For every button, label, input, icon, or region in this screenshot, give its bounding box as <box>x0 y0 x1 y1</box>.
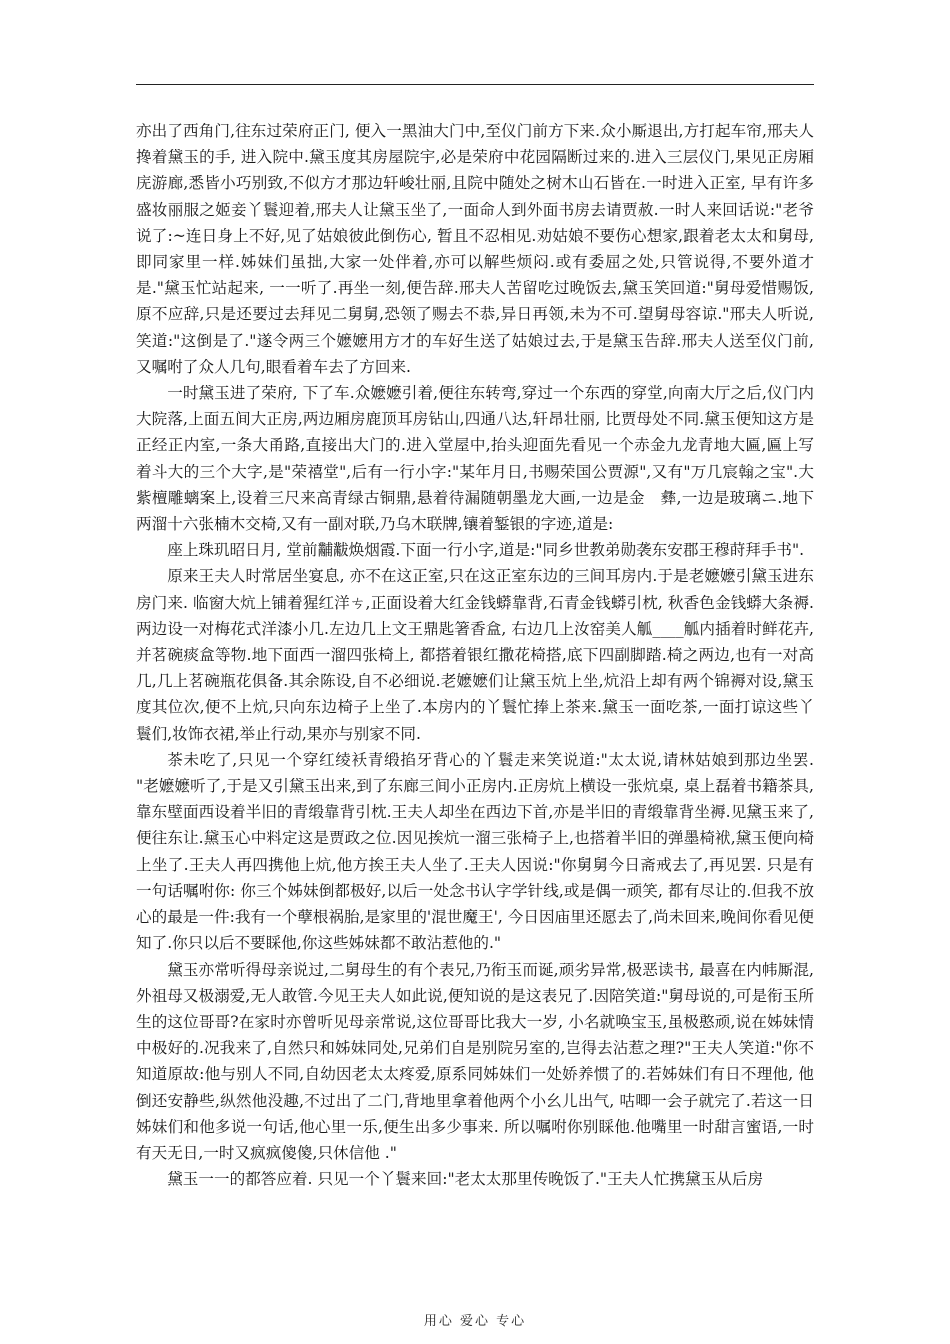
paragraph: 一时黛玉进了荣府, 下了车.众嬷嬷引着,便往东转弯,穿过一个东西的穿堂,向南大厅之后,仪门内大院落,上面五间大正房,两边厢房鹿顶耳房钻山,四通八达,轩昂壮丽, 比贾母处不同.黛玉便知这方是正经正内室,一条大甬路,直接出大门的.进入堂屋中,抬头迎面先看见一个赤金九龙青地大匾,匾上写着斗大的三个大字,是"荣禧堂",后有一行小字:"某年月日,书赐荣国公贾源",又有"万几宸翰之宝".大紫檀雕螭案上,设着三尺来高青绿古铜鼎,悬着待漏随朝墨龙大画,一边是金 彝,一边是玻璃ニ.地下两溜十六张楠木交椅,又有一副对联,乃乌木联牌,镶着錾银的字迹,道是: <box>136 384 814 534</box>
paragraph: 原来王夫人时常居坐宴息, 亦不在这正室,只在这正室东边的三间耳房内.于是老嬷嬷引黛玉进东房门来. 临窗大炕上铺着猩红洋ㄘ,正面设着大红金钱蟒靠背,石青金钱蟒引枕, 秋香色金钱蟒大条褥.两边设一对梅花式洋漆小几.左边几上文王鼎匙箸香盒, 右边几上汝窑美人觚____觚内插着时鲜花卉,并茗碗痰盒等物.地下面西一溜四张椅上, 都搭着银红撒花椅搭,底下四副脚踏.椅之两边,也有一对高几,几上茗碗瓶花俱备.其余陈设,自不必细说.老嬷嬷们让黛玉炕上坐,炕沿上却有两个锦褥对设,黛玉度其位次,便不上炕,只向东边椅子上坐了.本房内的丫鬟忙捧上茶来.黛玉一面吃茶,一面打谅这些丫鬟们,妆饰衣裙,举止行动,果亦与别家不同. <box>136 567 814 743</box>
body-text <box>136 118 814 1192</box>
header-rule <box>136 84 814 85</box>
paragraph: 黛玉亦常听得母亲说过,二舅母生的有个表兄,乃衔玉而诞,顽劣异常,极恶读书, 最喜在内帏厮混,外祖母又极溺爱,无人敢管.今见王夫人如此说,便知说的是这表兄了.因陪笑道:"舅母说的,可是衔玉所生的这位哥哥?在家时亦曾听见母亲常说,这位哥哥比我大一岁, 小名就唤宝玉,虽极憨顽,说在姊妹情中极好的.况我来了,自然只和姊妹同处,兄弟们自是别院另室的,岂得去沾惹之理?"王夫人笑道:"你不知道原故:他与别人不同,自幼因老太太疼爱,原系同姊妹们一处娇养惯了的.若姊妹们有日不理他, 他倒还安静些,纵然他没趣,不过出了二门,背地里拿着他两个小幺儿出气, 咕唧一会子就完了.若这一日姊妹们和他多说一句话,他心里一乐,便生出多少事来. 所以嘱咐你别睬他.他嘴里一时甜言蜜语,一时有天无日,一时又疯疯傻傻,只休信他 ." <box>136 960 814 1162</box>
page-footer: 用心 爱心 专心 <box>423 1314 527 1329</box>
paragraph: 亦出了西角门,往东过荣府正门, 便入一黑油大门中,至仪门前方下来.众小厮退出,方打起车帘,邢夫人搀着黛玉的手, 进入院中.黛玉度其房屋院宇,必是荣府中花园隔断过来的.进入三层仪门,果见正房厢庑游廊,悉皆小巧别致,不似方才那边轩峻壮丽,且院中随处之树木山石皆在.一时进入正室, 早有许多盛妆丽服之姬妾丫鬟迎着,邢夫人让黛玉坐了,一面命人到外面书房去请贾赦.一时人来回话说:"老爷说了:~连日身上不好,见了姑娘彼此倒伤心, 暂且不忍相见.劝姑娘不要伤心想家,跟着老太太和舅母,即同家里一样.姊妹们虽拙,大家一处伴着,亦可以解些烦闷.或有委屈之处,只管说得,不要外道才是."黛玉忙站起来, 一一听了.再坐一刻,便告辞.邢夫人苦留吃过晚饭去,黛玉笑回道:"舅母爱惜赐饭, 原不应辞,只是还要过去拜见二舅舅,恐领了赐去不恭,异日再领,未为不可.望舅母容谅."邢夫人听说,笑道:"这倒是了."遂令两三个嬷嬷用方才的车好生送了姑娘过去,于是黛玉告辞.邢夫人送至仪门前,又嘱咐了众人几句,眼看着车去了方回来. <box>136 122 814 376</box>
paragraph: 黛玉一一的都答应着. 只见一个丫鬟来回:"老太太那里传晚饭了."王夫人忙携黛玉从后房 <box>167 1170 764 1189</box>
paragraph: 座上珠玑昭日月, 堂前黼黻焕烟霞.下面一行小字,道是:"同乡世教弟勋袭东安郡王穆莳拜手书". <box>167 541 805 560</box>
paragraph: 茶未吃了,只见一个穿红绫袄青缎掐牙背心的丫鬟走来笑说道:"太太说,请林姑娘到那边坐罢. "老嬷嬷听了,于是又引黛玉出来,到了东廊三间小正房内.正房炕上横设一张炕桌, 桌上磊着书籍茶具,靠东壁面西设着半旧的青缎靠背引枕.王夫人却坐在西边下首,亦是半旧的青缎靠背坐褥.见黛玉来了,便往东让.黛玉心中料定这是贾政之位.因见挨炕一溜三张椅子上,也搭着半旧的弹墨椅袱,黛玉便向椅上坐了.王夫人再四携他上炕,他方挨王夫人坐了.王夫人因说:"你舅舅今日斋戒去了,再见罢. 只是有一句话嘱咐你: 你三个姊妹倒都极好,以后一处念书认字学针线,或是偶一顽笑, 都有尽让的.但我不放心的最是一件:我有一个孽根祸胎,是家里的'混世魔王', 今日因庙里还愿去了,尚未回来,晚间你看见便知了.你只以后不要睬他,你这些姊妹都不敢沾惹他的." <box>136 750 814 953</box>
